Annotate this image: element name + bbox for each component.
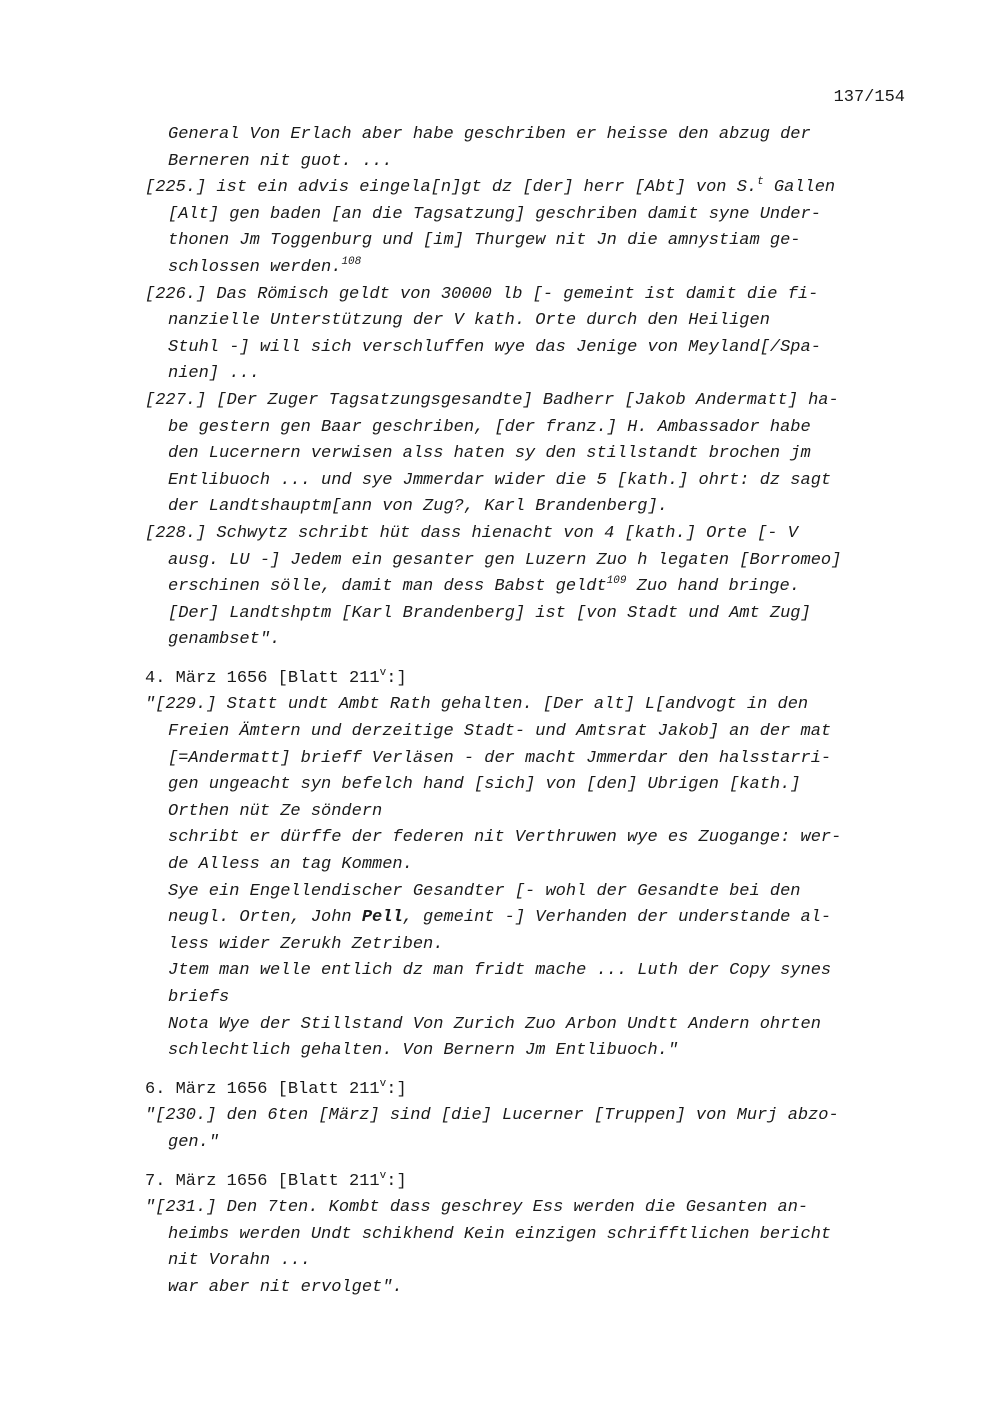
entry-226: [226.] Das Römisch geldt von 30000 lb [- gemeint ist damit die fi- <box>145 284 819 304</box>
date-heading: 7. März 1656 [Blatt 211$^v$:] <box>145 1169 407 1191</box>
text-line: [Der] Landtshptm [Karl Brandenberg] ist [von Stadt und Amt Zug] <box>168 603 811 623</box>
entry-228: [228.] Schwytz schribt hüt dass hienacht von 4 [kath.] Orte [- V <box>145 523 798 543</box>
text-line: ausg. LU -] Jedem ein gesanter gen Luzern Zuo h legaten [Borromeo] <box>168 550 842 570</box>
text-line: less wider Zerukh Zetriben. <box>168 934 444 954</box>
text-line: de Alless an tag Kommen. <box>168 855 413 875</box>
date-heading: 6. März 1656 [Blatt 211$^v$:] <box>145 1077 407 1099</box>
text-line: schlossen werden.$^{108}$ <box>168 255 362 277</box>
text-line: der Landtshauptm[ann von Zug?, Karl Brandenberg]. <box>168 497 668 517</box>
text-line: nien] ... <box>168 364 260 384</box>
text-line: war aber nit ervolget". <box>168 1277 403 1297</box>
text-line: Stuhl -] will sich verschluffen wye das Jenige von Meyland[/Spa- <box>168 337 821 357</box>
text-line: Orthen nüt Ze söndern <box>168 801 383 821</box>
text-line: gen." <box>168 1132 220 1152</box>
text-line: Sye ein Engellendischer Gesandter [- wohl der Gesandte bei den <box>168 881 801 901</box>
bold-name: Pell <box>361 908 403 928</box>
date-heading: 4. März 1656 [Blatt 211$^v$:] <box>145 666 407 688</box>
entry-231: "[231.] Den 7ten. Kombt dass geschrey Ess werden die Gesanten an- <box>145 1198 809 1218</box>
text-line: thonen Jm Toggenburg und [im] Thurgew nit Jn die amnystiam ge- <box>168 231 801 251</box>
entry-230: "[230.] den 6ten [März] sind [die] Lucerner [Truppen] von Murj abzo- <box>145 1106 839 1126</box>
text-line: nit Vorahn ... <box>168 1251 311 1271</box>
text-line: [Alt] gen baden [an die Tagsatzung] geschriben damit syne Under- <box>168 204 821 224</box>
text-line: nanzielle Unterstützung der V kath. Orte durch den Heiligen <box>168 311 770 331</box>
text-line: erschinen sölle, damit man dess Babst geldt$^{109}$ Zuo hand bringe. <box>168 575 800 597</box>
text-line: General Von Erlach aber habe geschriben er heisse den abzug der <box>168 125 811 144</box>
entry-229: "[229.] Statt undt Ambt Rath gehalten. [Der alt] L[andvogt in den <box>145 695 809 715</box>
footnote-ref-109: 109 <box>606 575 627 588</box>
text-line: briefs <box>168 988 230 1007</box>
text-line: Entlibuoch ... und sye Jmmerdar wider die 5 [kath.] ohrt: dz sagt <box>168 470 832 490</box>
text-line: Freien Ämtern und derzeitige Stadt- und Amtsrat Jakob] an der mat <box>168 722 832 742</box>
text-line: be gestern gen Baar geschriben, [der franz.] H. Ambassador habe <box>168 417 811 437</box>
text-line: neugl. Orten, John Pell, gemeint -] Verhanden der understande al- <box>168 908 832 928</box>
text-line: gen ungeacht syn befelch hand [sich] von [den] Ubrigen [kath.] <box>168 775 801 795</box>
page-number: 137/154 <box>833 88 905 107</box>
text-line: schribt er dürffe der federen nit Verthruwen wye es Zuogange: wer- <box>168 828 842 848</box>
text-line: heimbs werden Undt schikhend Kein einzigen schrifftlichen bericht <box>168 1224 832 1244</box>
text-line: Nota Wye der Stillstand Von Zurich Zuo Arbon Undtt Andern ohrten <box>168 1014 821 1034</box>
entry-227: [227.] [Der Zuger Tagsatzungsgesandte] Badherr [Jakob Andermatt] ha- <box>145 390 839 410</box>
footnote-ref-108: 108 <box>341 255 362 268</box>
entry-225: [225.] ist ein advis eingela[n]gt dz [der] herr [Abt] von S.$^t$ Gallen <box>145 176 836 198</box>
text-line: genambset". <box>168 630 281 650</box>
document-body <box>145 122 905 1302</box>
text-line: den Lucernern verwisen alss haten sy den stillstandt brochen jm <box>168 444 811 464</box>
text-line: Berneren nit guot. ... <box>168 151 393 171</box>
text-line: [=Andermatt] brieff Verläsen - der macht Jmmerdar den halsstarri- <box>168 748 832 768</box>
text-line: schlechtlich gehalten. Von Bernern Jm Entlibuoch." <box>168 1041 679 1061</box>
text-line: Jtem man welle entlich dz man fridt mache ... Luth der Copy synes <box>168 961 832 981</box>
